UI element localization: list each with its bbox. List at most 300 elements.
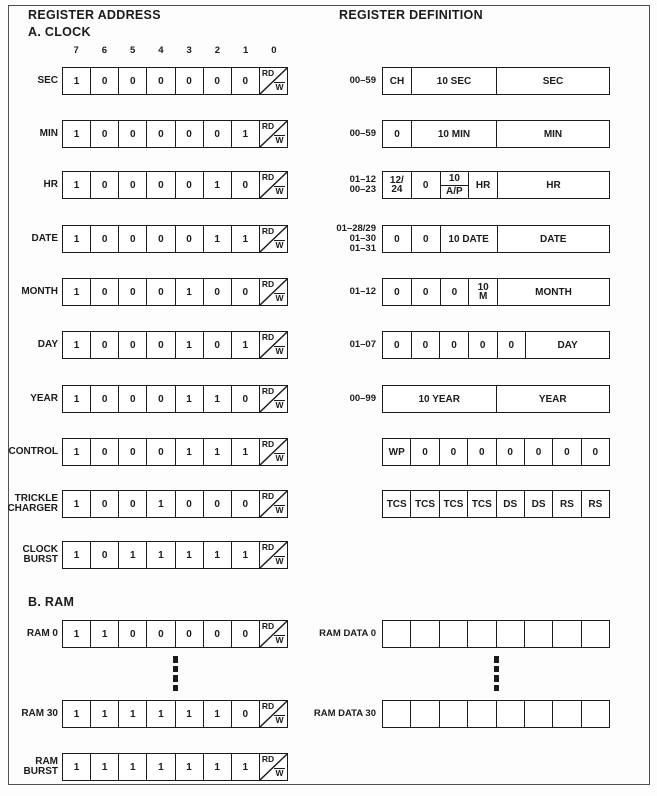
- register-row: [0, 331, 657, 359]
- register-address-box: [62, 120, 288, 148]
- bit-cell: 1: [73, 628, 80, 640]
- bit-cell: 1: [175, 701, 203, 727]
- bit-cell: 1: [73, 498, 80, 510]
- register-definition-label: [288, 120, 376, 148]
- register-address-label: [0, 385, 58, 413]
- bit-number: 3: [186, 45, 192, 56]
- bit-cell: 1: [231, 754, 259, 780]
- bit-cell: 0: [118, 332, 146, 358]
- register-address-box: [62, 278, 288, 306]
- bit-cell: 0: [90, 172, 118, 198]
- register-address-label: [0, 331, 58, 359]
- ellipsis-dots: [494, 656, 499, 692]
- register-address-box: [62, 171, 288, 199]
- ellipsis-dot: [494, 685, 499, 692]
- bit-cell: 0: [231, 68, 259, 94]
- read-label: RD: [261, 226, 275, 236]
- bit-cell: 1: [73, 549, 80, 561]
- definition-field-cell: [496, 621, 524, 647]
- read-label: RD: [261, 121, 275, 131]
- definition-field-cell: 10 YEAR: [418, 393, 460, 405]
- rd-w-cell: [259, 439, 287, 465]
- bit-cell: 1: [73, 339, 80, 351]
- ellipsis-dot: [173, 675, 178, 682]
- bit-cell: 1: [203, 226, 231, 252]
- definition-field-cell: 0: [524, 439, 552, 465]
- register-definition-box: [382, 490, 610, 518]
- register-definition-box: [382, 331, 610, 359]
- label-line: 00–99: [349, 393, 376, 404]
- bit-cell: 1: [73, 128, 80, 140]
- definition-field-cell: [439, 621, 467, 647]
- register-address-label: [0, 490, 58, 518]
- left-column-title: REGISTER ADDRESS: [28, 8, 161, 22]
- definition-field-cell: 0: [497, 332, 526, 358]
- definition-field-cell: [467, 701, 495, 727]
- bit-cell: 1: [231, 439, 259, 465]
- definition-field-cell: 10 DATE: [440, 226, 497, 252]
- bit-cell: 0: [90, 332, 118, 358]
- cell-line: 10: [477, 281, 489, 293]
- register-definition-box: [382, 620, 610, 648]
- register-address-box: [62, 67, 288, 95]
- register-row: [0, 385, 657, 413]
- label-line: RAM DATA 0: [319, 628, 376, 639]
- register-definition-label: [288, 278, 376, 306]
- label-line: CLOCK: [22, 543, 58, 555]
- definition-field-cell: [410, 701, 438, 727]
- bit-cell: 1: [118, 754, 146, 780]
- definition-field-cell: DS: [496, 491, 524, 517]
- definition-field-cell: RS: [552, 491, 580, 517]
- definition-field-cell: YEAR: [496, 386, 610, 412]
- rd-w-cell: [259, 68, 287, 94]
- definition-field-cell: 0: [394, 128, 400, 140]
- bit-cell: 0: [146, 279, 174, 305]
- read-label: RD: [261, 172, 275, 182]
- bit-cell: 0: [203, 491, 231, 517]
- bit-cell: 0: [118, 226, 146, 252]
- rd-w-cell: [259, 279, 287, 305]
- definition-field-cell: DS: [524, 491, 552, 517]
- write-bar-label: W: [275, 768, 284, 778]
- bit-cell: 1: [90, 754, 118, 780]
- section-b-heading: B. RAM: [28, 595, 75, 609]
- register-definition-box: [382, 438, 610, 466]
- bit-cell: 1: [175, 386, 203, 412]
- definition-field-cell: 0: [411, 332, 440, 358]
- definition-field-cell: WP: [388, 446, 405, 458]
- cell-line: 12/: [389, 174, 404, 186]
- bit-cell: 0: [175, 621, 203, 647]
- bit-cell: 0: [146, 621, 174, 647]
- bit-cell: 0: [90, 439, 118, 465]
- register-row: [0, 438, 657, 466]
- bit-cell: 0: [231, 386, 259, 412]
- definition-field-cell: 10 SEC: [411, 68, 496, 94]
- bit-cell: 0: [90, 121, 118, 147]
- label-line: MIN: [39, 127, 58, 139]
- cell-line: M: [478, 291, 488, 302]
- write-bar-label: W: [275, 453, 284, 463]
- bit-cell: 0: [90, 226, 118, 252]
- register-definition-label: [288, 225, 376, 253]
- definition-field-cell: SEC: [496, 68, 609, 94]
- label-line: 01–28/29: [336, 223, 376, 234]
- bit-cell: 0: [231, 279, 259, 305]
- bit-number: 6: [101, 45, 108, 56]
- register-address-box: [62, 225, 288, 253]
- write-bar-label: W: [275, 400, 284, 410]
- register-definition-box: [382, 120, 610, 148]
- bit-cell: 1: [73, 446, 80, 458]
- bit-cell: 0: [175, 226, 203, 252]
- ellipsis-dot: [173, 656, 178, 663]
- definition-field-cell: [410, 621, 438, 647]
- cell-line: 24: [391, 184, 403, 195]
- label-line: 01–31: [349, 243, 376, 254]
- definition-field-cell: 10 MIN: [411, 121, 496, 147]
- bit-number: 7: [73, 45, 79, 56]
- bit-number-row: [62, 45, 288, 58]
- label-line: 00–23: [349, 184, 376, 195]
- label-line: RAM 30: [21, 707, 58, 719]
- definition-field-cell: [383, 701, 410, 727]
- register-address-label: [0, 753, 58, 781]
- definition-field-cell: [383, 172, 411, 198]
- rd-w-cell: [259, 121, 287, 147]
- label-line: BURST: [23, 554, 58, 565]
- bit-cell: 0: [118, 439, 146, 465]
- read-label: RD: [261, 332, 275, 342]
- ellipsis-dot: [494, 656, 499, 663]
- bit-cell: 0: [118, 68, 146, 94]
- definition-field-cell: 0: [581, 439, 609, 465]
- bit-cell: 1: [73, 179, 80, 191]
- label-line: HR: [43, 178, 58, 190]
- register-row: [0, 541, 657, 569]
- label-line: MONTH: [21, 285, 58, 297]
- register-row: [0, 120, 657, 148]
- bit-cell: 0: [146, 439, 174, 465]
- ellipsis-dot: [494, 666, 499, 673]
- bit-cell: 0: [146, 386, 174, 412]
- bit-cell: 0: [203, 279, 231, 305]
- register-definition-label: [288, 385, 376, 413]
- read-label: RD: [261, 68, 275, 78]
- read-label: RD: [261, 491, 275, 501]
- write-bar-label: W: [275, 635, 284, 645]
- bit-cell: 1: [146, 542, 174, 568]
- register-row: [0, 67, 657, 95]
- register-row: [0, 278, 657, 306]
- label-line: CONTROL: [8, 445, 58, 457]
- definition-field-cell: [552, 701, 580, 727]
- rd-w-cell: [259, 542, 287, 568]
- register-address-label: [0, 438, 58, 466]
- definition-field-cell: CH: [389, 75, 405, 87]
- bit-cell: 1: [90, 701, 118, 727]
- bit-cell: 0: [203, 621, 231, 647]
- register-definition-box: [382, 67, 610, 95]
- bit-cell: 1: [73, 233, 80, 245]
- label-line: TRICKLE: [14, 492, 58, 504]
- bit-number: 1: [242, 45, 249, 56]
- definition-field-cell: 0: [439, 332, 468, 358]
- definition-field-cell: DATE: [497, 226, 610, 252]
- bit-cell: 0: [118, 491, 146, 517]
- register-address-label: [0, 541, 58, 569]
- bit-number: 5: [129, 45, 136, 56]
- split-bottom-label: A/P: [446, 186, 463, 198]
- bit-cell: 0: [90, 279, 118, 305]
- register-definition-box: [382, 171, 610, 199]
- bit-cell: 1: [73, 708, 80, 720]
- register-address-label: [0, 120, 58, 148]
- bit-cell: 0: [118, 621, 146, 647]
- definition-field-cell: DAY: [525, 332, 609, 358]
- write-bar-label: W: [275, 715, 284, 725]
- bit-cell: 1: [73, 75, 80, 87]
- register-definition-box: [382, 385, 610, 413]
- label-line: 00–59: [349, 75, 376, 86]
- bit-number: 2: [214, 45, 221, 56]
- right-column-title: REGISTER DEFINITION: [339, 8, 483, 22]
- register-definition-label: [288, 171, 376, 199]
- read-label: RD: [261, 279, 275, 289]
- bit-cell: 1: [175, 279, 203, 305]
- register-row: [0, 620, 657, 648]
- bit-cell: 0: [90, 386, 118, 412]
- register-definition-label: [288, 331, 376, 359]
- label-line: RAM DATA 30: [313, 708, 376, 719]
- rd-w-cell: [259, 332, 287, 358]
- definition-field-cell: 0: [468, 332, 497, 358]
- bit-cell: 0: [146, 68, 174, 94]
- register-address-box: [62, 541, 288, 569]
- bit-cell: 0: [146, 172, 174, 198]
- rd-w-cell: [259, 386, 287, 412]
- definition-field-cell: TCS: [410, 491, 438, 517]
- read-label: RD: [261, 754, 275, 764]
- label-line: 01–12: [349, 286, 376, 297]
- bit-cell: 1: [146, 754, 174, 780]
- read-label: RD: [261, 439, 275, 449]
- bit-cell: 0: [90, 491, 118, 517]
- register-address-label: [0, 278, 58, 306]
- label-line: 01–30: [349, 233, 376, 244]
- ellipsis-dots: [173, 656, 178, 692]
- register-address-box: [62, 331, 288, 359]
- write-bar-label: W: [275, 346, 284, 356]
- bit-cell: 1: [203, 172, 231, 198]
- bit-cell: 0: [90, 542, 118, 568]
- bit-cell: 1: [146, 491, 174, 517]
- bit-cell: 0: [231, 172, 259, 198]
- definition-field-cell: TCS: [467, 491, 495, 517]
- register-address-box: [62, 385, 288, 413]
- bit-cell: 0: [118, 121, 146, 147]
- bit-cell: 0: [146, 332, 174, 358]
- register-row: [0, 171, 657, 199]
- register-address-box: [62, 753, 288, 781]
- bit-cell: 1: [146, 701, 174, 727]
- register-definition-box: [382, 225, 610, 253]
- write-bar-label: W: [275, 82, 284, 92]
- definition-field-cell: RS: [581, 491, 609, 517]
- bit-number: 0: [271, 45, 277, 56]
- rd-w-cell: [259, 172, 287, 198]
- bit-cell: 0: [231, 701, 259, 727]
- definition-field-cell: TCS: [386, 498, 407, 510]
- definition-field-cell: [524, 701, 552, 727]
- bit-cell: 0: [118, 172, 146, 198]
- write-bar-label: W: [275, 293, 284, 303]
- bit-cell: 0: [203, 68, 231, 94]
- split-top-label: 10: [441, 172, 469, 186]
- bit-cell: 1: [175, 754, 203, 780]
- definition-field-cell: [552, 621, 580, 647]
- definition-field-cell: 0: [439, 439, 467, 465]
- register-address-label: [0, 67, 58, 95]
- bit-cell: 1: [203, 701, 231, 727]
- bit-cell: 1: [175, 439, 203, 465]
- read-label: RD: [261, 542, 275, 552]
- bit-cell: 1: [175, 332, 203, 358]
- rd-w-cell: [259, 754, 287, 780]
- bit-cell: 0: [175, 121, 203, 147]
- definition-field-cell: [439, 701, 467, 727]
- register-definition-box: [382, 700, 610, 728]
- bit-cell: 0: [146, 121, 174, 147]
- section-a-heading: A. CLOCK: [28, 25, 91, 39]
- read-label: RD: [261, 621, 275, 631]
- label-line: YEAR: [30, 392, 58, 404]
- definition-field-cell: 0: [411, 172, 440, 198]
- bit-cell: 0: [118, 386, 146, 412]
- definition-field-cell: [581, 621, 609, 647]
- definition-field-cell: [524, 621, 552, 647]
- bit-cell: 1: [118, 542, 146, 568]
- label-line: RAM 0: [26, 627, 58, 639]
- definition-field-cell: 0: [467, 439, 495, 465]
- label-line: CHARGER: [7, 503, 58, 514]
- register-row: [0, 490, 657, 518]
- register-address-label: [0, 700, 58, 728]
- bit-cell: 0: [175, 491, 203, 517]
- ellipsis-dot: [173, 666, 178, 673]
- definition-field-cell: [581, 701, 609, 727]
- bit-cell: 0: [90, 68, 118, 94]
- bit-cell: 1: [73, 286, 80, 298]
- definition-field-cell: 0: [411, 226, 440, 252]
- definition-field-cell: 0: [411, 279, 440, 305]
- label-line: 01–12: [349, 174, 376, 185]
- register-address-box: [62, 620, 288, 648]
- label-line: 01–07: [349, 339, 376, 350]
- bit-cell: 0: [203, 332, 231, 358]
- definition-field-cell: 0: [410, 439, 438, 465]
- bit-cell: 0: [231, 621, 259, 647]
- definition-field-cell: 0: [394, 233, 400, 245]
- rd-w-cell: [259, 491, 287, 517]
- bit-cell: 1: [73, 761, 80, 773]
- rd-w-cell: [259, 621, 287, 647]
- write-bar-label: W: [275, 556, 284, 566]
- register-row: [0, 753, 657, 781]
- ellipsis-dot: [173, 685, 178, 692]
- label-line: DATE: [31, 232, 58, 244]
- definition-field-cell: 0: [394, 339, 400, 351]
- bit-cell: 1: [231, 542, 259, 568]
- label-line: BURST: [23, 766, 58, 777]
- bit-cell: 1: [73, 393, 80, 405]
- register-address-box: [62, 700, 288, 728]
- bit-cell: 1: [203, 439, 231, 465]
- write-bar-label: W: [275, 135, 284, 145]
- definition-field-cell: 0: [552, 439, 580, 465]
- bit-number: 4: [158, 45, 164, 56]
- register-address-label: [0, 171, 58, 199]
- label-line: 00–59: [349, 128, 376, 139]
- definition-field-cell: 0: [394, 286, 400, 298]
- definition-field-cell: 0: [496, 439, 524, 465]
- label-line: RAM: [35, 755, 58, 767]
- register-row: [0, 225, 657, 253]
- bit-cell: 1: [118, 701, 146, 727]
- bit-cell: 0: [175, 68, 203, 94]
- bit-cell: 0: [175, 172, 203, 198]
- definition-field-cell: 0: [440, 279, 469, 305]
- label-line: DAY: [37, 338, 58, 350]
- register-definition-label: [288, 67, 376, 95]
- definition-field-cell: MIN: [496, 121, 609, 147]
- bit-cell: 1: [203, 386, 231, 412]
- register-address-label: [0, 620, 58, 648]
- bit-cell: 1: [175, 542, 203, 568]
- definition-field-cell: [468, 279, 497, 305]
- read-label: RD: [261, 386, 275, 396]
- register-definition-label: [288, 620, 376, 648]
- register-address-box: [62, 438, 288, 466]
- definition-field-cell: [383, 621, 410, 647]
- bit-cell: 1: [231, 332, 259, 358]
- definition-field-cell: [496, 701, 524, 727]
- definition-field-cell: TCS: [439, 491, 467, 517]
- register-definition-label: [288, 700, 376, 728]
- write-bar-label: W: [275, 240, 284, 250]
- bit-cell: 1: [231, 121, 259, 147]
- read-label: RD: [261, 701, 275, 711]
- bit-cell: 0: [203, 121, 231, 147]
- bit-cell: 1: [203, 754, 231, 780]
- definition-field-cell: [440, 172, 469, 198]
- rd-w-cell: [259, 701, 287, 727]
- definition-field-cell: MONTH: [497, 279, 609, 305]
- write-bar-label: W: [275, 186, 284, 196]
- register-address-box: [62, 490, 288, 518]
- bit-cell: 1: [90, 621, 118, 647]
- label-line: SEC: [37, 74, 58, 86]
- definition-field-cell: HR: [497, 172, 609, 198]
- bit-cell: 1: [203, 542, 231, 568]
- definition-field-cell: HR: [468, 172, 497, 198]
- bit-cell: 0: [118, 279, 146, 305]
- definition-field-cell: [467, 621, 495, 647]
- register-address-label: [0, 225, 58, 253]
- bit-cell: 0: [231, 491, 259, 517]
- bit-cell: 1: [231, 226, 259, 252]
